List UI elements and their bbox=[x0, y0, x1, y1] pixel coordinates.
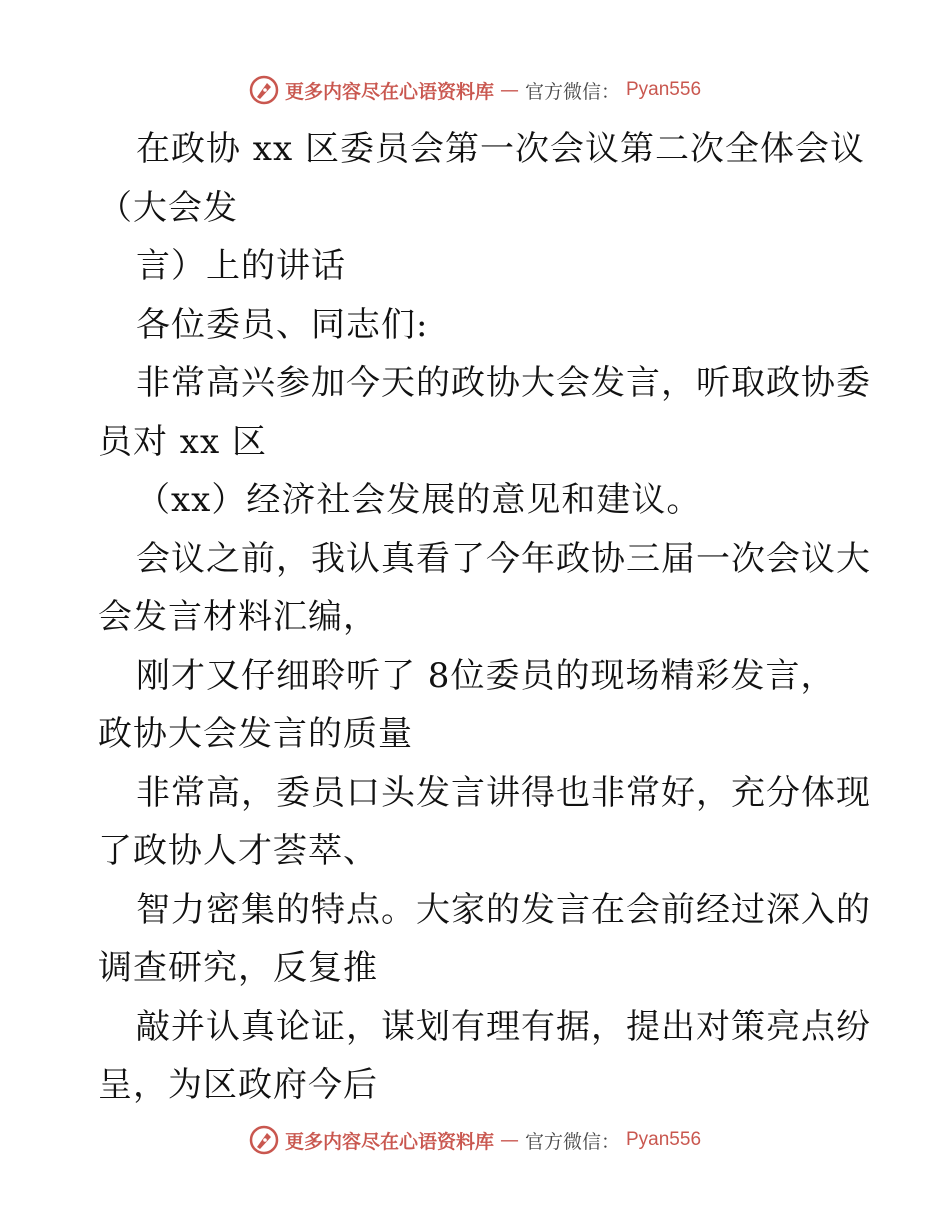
watermark-label: 官方微信： bbox=[524, 80, 620, 103]
text-line: 非常高兴参加今天的政协大会发言，听取政协委 bbox=[136, 363, 871, 403]
watermark-wechat-id: Pyan556 bbox=[626, 79, 702, 100]
document-body bbox=[98, 120, 871, 1115]
watermark-title: 更多内容尽在心语资料库 bbox=[284, 1130, 494, 1153]
pen-nib-logo-icon bbox=[249, 75, 279, 105]
watermark-separator: — bbox=[499, 1129, 519, 1151]
text-line: 各位委员、同志们: bbox=[136, 304, 429, 345]
text-line: 调查研究，反复推 bbox=[98, 948, 378, 988]
watermark-separator: — bbox=[499, 79, 519, 101]
text-line: 会议之前，我认真看了今年政协三届一次会议大 bbox=[136, 538, 871, 579]
text-line: 呈，为区政府今后 bbox=[98, 1065, 378, 1105]
text-line: 了政协人才荟萃、 bbox=[98, 831, 378, 871]
watermark-wechat-id: Pyan556 bbox=[626, 1129, 702, 1150]
text-line: 敲并认真论证，谋划有理有据，提出对策亮点纷 bbox=[136, 1006, 871, 1047]
text-line: 刚才又仔细聆听了 8位委员的现场精彩发言， bbox=[136, 655, 836, 696]
pen-nib-logo-icon bbox=[249, 1125, 279, 1155]
header-watermark bbox=[0, 72, 950, 108]
text-line: 在政协 xx 区委员会第一次会议第二次全体会议 bbox=[136, 129, 865, 169]
text-line: 会发言材料汇编， bbox=[98, 597, 378, 637]
text-line: （xx）经济社会发展的意见和建议。 bbox=[136, 480, 702, 520]
text-line: （大会发 bbox=[98, 187, 238, 228]
footer-watermark bbox=[0, 1122, 950, 1158]
watermark-label: 官方微信： bbox=[524, 1130, 620, 1153]
text-line: 言）上的讲话 bbox=[136, 246, 346, 286]
text-line: 非常高，委员口头发言讲得也非常好，充分体现 bbox=[136, 772, 871, 813]
text-line: 智力密集的特点。大家的发言在会前经过深入的 bbox=[136, 889, 871, 930]
text-line: 政协大会发言的质量 bbox=[98, 714, 413, 754]
text-line: 员对 xx 区 bbox=[98, 421, 267, 462]
watermark-title: 更多内容尽在心语资料库 bbox=[284, 80, 494, 103]
